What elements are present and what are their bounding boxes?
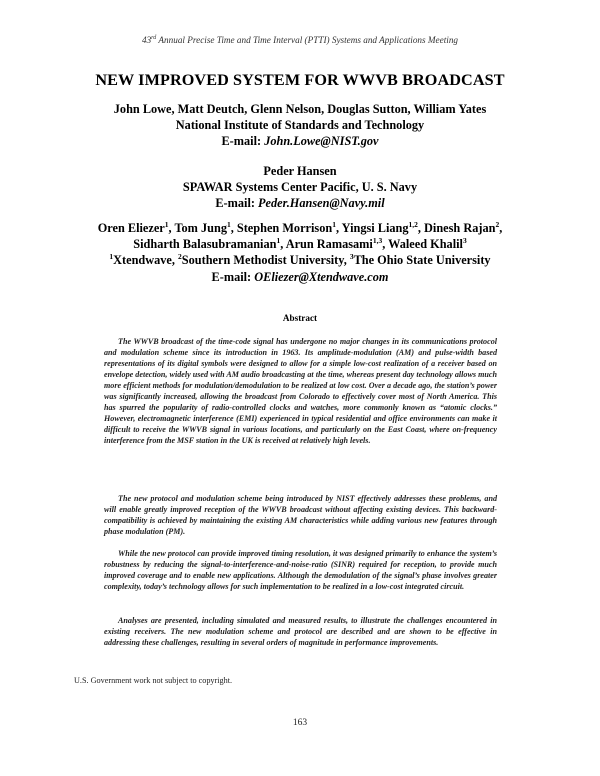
email-label: E-mail: [221,134,265,149]
abstract-paragraph [104,615,497,648]
email-label: E-mail: [215,196,259,211]
affiliation-name: Xtendwave, [113,253,179,268]
author-name: Arun Ramasami [285,237,373,252]
affiliations-line [0,252,600,268]
conference-name: Annual Precise Time and Time Interval (PTTI) Systems and Applications Meeting [156,35,459,46]
affiliation-marker: 1 [332,219,336,229]
author-email-line [0,133,600,149]
author-email-line [0,269,600,285]
affiliation-marker: 1 [226,219,231,229]
affiliation-marker: 2 [178,252,182,262]
separator: , [382,237,389,252]
author-name: Oren Eliezer [97,221,165,235]
author-block-spawar [0,163,600,212]
author-name: Dinesh Rajan [424,221,496,235]
email-link[interactable]: Peder.Hansen@Navy.mil [258,196,385,211]
affiliation-marker: 3 [462,236,467,246]
author-affiliation: National Institute of Standards and Technology [175,118,425,133]
author-names-line-1 [0,220,600,236]
separator: , [230,221,237,235]
author-block-nist [0,101,600,150]
copyright-notice: U.S. Government work not subject to copyright. [74,676,233,685]
abstract-heading: Abstract [282,313,318,323]
author-email-line [0,195,600,211]
affiliation-marker: 1,2 [408,219,418,229]
author-names: Peder Hansen [263,164,337,178]
author-affiliation: SPAWAR Systems Center Pacific, U. S. Navy [182,180,418,195]
separator: , [280,237,286,252]
paragraph-text: The new protocol and modulation scheme being introduced by NIST effectively addresses these problems, and will enable greatly improved reception of the WWVB broadcast without affecting existing devices. This backward-compatibility is achieved by maintaining the existing AM characteristics while adding various new features through phase modulation (PM). [104,494,497,537]
author-name: Tom Jung [174,221,227,235]
paragraph-text: Analyses are presented, including simulated and measured results, to illustrate the challenges encountered in existing receivers. The new modulation scheme and protocol are described and are shown to be effective in addressing these challenges, resulting in several orders of magnitude in performance improvements. [104,616,497,648]
affiliation-marker: 1 [164,219,169,229]
separator: , [499,221,503,235]
affiliation-name: The Ohio State University [353,253,491,268]
separator: , [417,221,425,235]
author-name: Waleed Khalil [388,237,463,252]
author-names-line-2 [0,236,600,252]
separator: , [335,221,342,235]
affiliation-marker: 1 [276,236,281,246]
conference-ordinal-suffix: rd [151,35,157,41]
abstract-paragraph [104,336,497,446]
separator: , [168,221,175,235]
email-link[interactable]: OEliezer@Xtendwave.com [254,269,389,284]
paragraph-text: While the new protocol can provide improved timing resolution, it was designed primarily to enhance the system’s robustness by reducing the signal-to-interference-and-noise-ratio (SINR) required for reception, to provide much improved coverage and to enable new applications. Although the demodulation of the signal’s phase involves greater complexity, today’s technology allows for such implementation to be realized in a low-cost integrated circuit. [104,549,497,592]
abstract-paragraph [104,493,497,537]
paragraph-text: The WWVB broadcast of the time-code signal has undergone no major changes in its communications protocol and modulation scheme since its introduction in 1963. Its amplitude-modulation (AM) and pulse-width based representations of its digital symbols were designed to allow for a simple low-cost realization of a receiver based on envelope detection, widely used with AM audio broadcasting at the time, whereas present day technology allows much more efficient methods for modulation/demodulation to be realized at low cost. Over a decade ago, the station’s power was significantly increased, allowing the broadcast from Colorado to effectively cover most of North America. This has spurred the popularity of radio-controlled clocks and watches, more commonly known as “atomic clocks.” However, electromagnetic interference (EMI) experienced in typical residential and office environments can make it difficult to receive the WWVB signal in various locations, and particularly on the East Coast, where on-frequency interference from the MSF station in the UK is received at relatively high levels. [104,337,497,446]
author-name: Sidharth Balasubramanian [133,237,277,252]
author-name: Yingsi Liang [341,221,409,235]
author-names: John Lowe, Matt Deutch, Glenn Nelson, Douglas Sutton, William Yates [113,102,487,116]
author-name: Stephen Morrison [236,221,333,235]
email-link[interactable]: John.Lowe@NIST.gov [264,134,379,149]
affiliation-marker: 3 [349,252,354,262]
abstract-paragraph [104,548,497,592]
conference-ordinal: 43 [141,35,152,46]
affiliation-marker: 2 [495,219,500,229]
affiliation-marker: 1 [109,252,114,262]
page-number: 163 [292,718,308,728]
running-header [0,35,600,45]
affiliation-name: Southern Methodist University, [181,253,350,268]
email-label: E-mail: [211,269,255,284]
affiliation-marker: 1,3 [372,236,383,246]
paper-title: NEW IMPROVED SYSTEM FOR WWVB BROADCAST [95,71,505,89]
author-block-xtendwave [0,220,600,285]
